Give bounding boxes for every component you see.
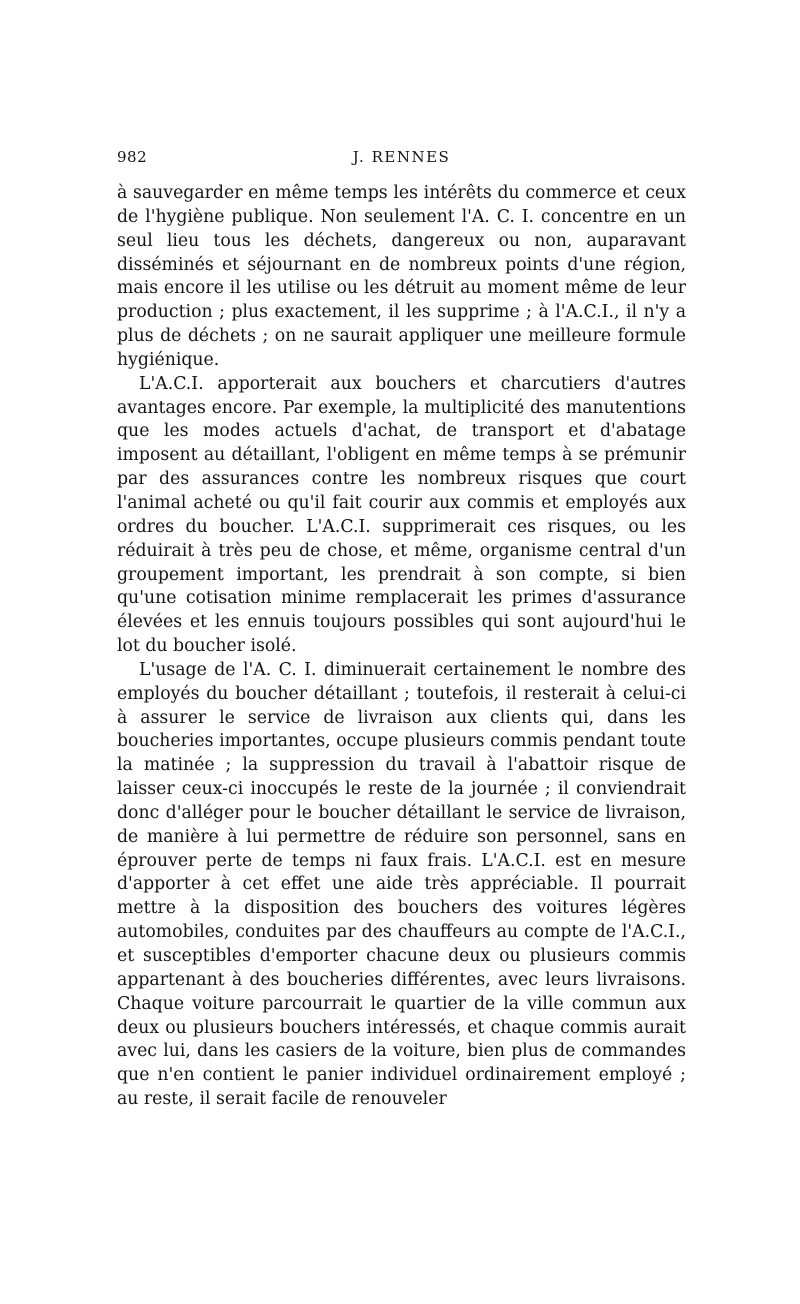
- running-head: J. RENNES: [352, 148, 451, 166]
- page-header: [117, 148, 686, 172]
- body-text: [117, 182, 686, 1112]
- page-number: 982: [117, 148, 148, 166]
- paragraph-continuation: à sauvegarder en même temps les intérêts du commerce et ceux de l'hygiène publique. Non seulement l'A. C. I. concentre en un seul lieu tous les déchets, dangereux ou non, auparavant disséminés et séjournant en de nombreux points d'une région, mais encore il les utilise ou les détruit au moment même de leur production ; plus exactement, il les supprime ; à l'A.C.I., il n'y a plus de déchets ; on ne saurait appliquer une meilleure formule hygiénique.: [117, 183, 686, 370]
- paragraph-delivery-service: L'usage de l'A. C. I. diminuerait certainement le nombre des employés du boucher détaillant ; toutefois, il resterait à celui-ci à assurer le service de livraison aux clients qui, dans les boucheries importantes, occupe plusieurs commis pendant toute la matinée ; la suppression du travail à l'abattoir risque de laisser ceux-ci inoccupés le reste de la journée ; il conviendrait donc d'alléger pour le boucher détaillant le service de livraison, de manière à lui permettre de réduire son personnel, sans en éprouver perte de temps ni faux frais. L'A.C.I. est en mesure d'apporter à cet effet une aide très appréciable. Il pourrait mettre à la disposition des bouchers des voitures légères automobiles, conduites par des chauffeurs au compte de l'A.C.I., et susceptibles d'emporter chacune deux ou plusieurs commis appartenant à des boucheries différentes, avec leurs livraisons. Chaque voiture parcourrait le quartier de la ville commun aux deux ou plusieurs bouchers intéressés, et chaque commis aurait avec lui, dans les casiers de la voiture, bien plus de commandes que n'en contient le panier individuel ordinairement employé ; au reste, il serait facile de renouveler: [117, 659, 686, 1110]
- paragraph-advantages: L'A.C.I. apporterait aux bouchers et charcutiers d'autres avantages encore. Par exemple, la multiplicité des manutentions que les modes actuels d'achat, de transport et d'abatage imposent au détaillant, l'obligent en même temps à se prémunir par des assurances contre les nombreux risques que court l'animal acheté ou qu'il fait courir aux commis et employés aux ordres du boucher. L'A.C.I. supprimerait ces risques, ou les réduirait à très peu de chose, et même, organisme central d'un groupement important, les prendrait à son compte, si bien qu'une cotisation minime remplacerait les primes d'assurance élevées et les ennuis toujours possibles qui sont aujourd'hui le lot du boucher isolé.: [117, 373, 686, 657]
